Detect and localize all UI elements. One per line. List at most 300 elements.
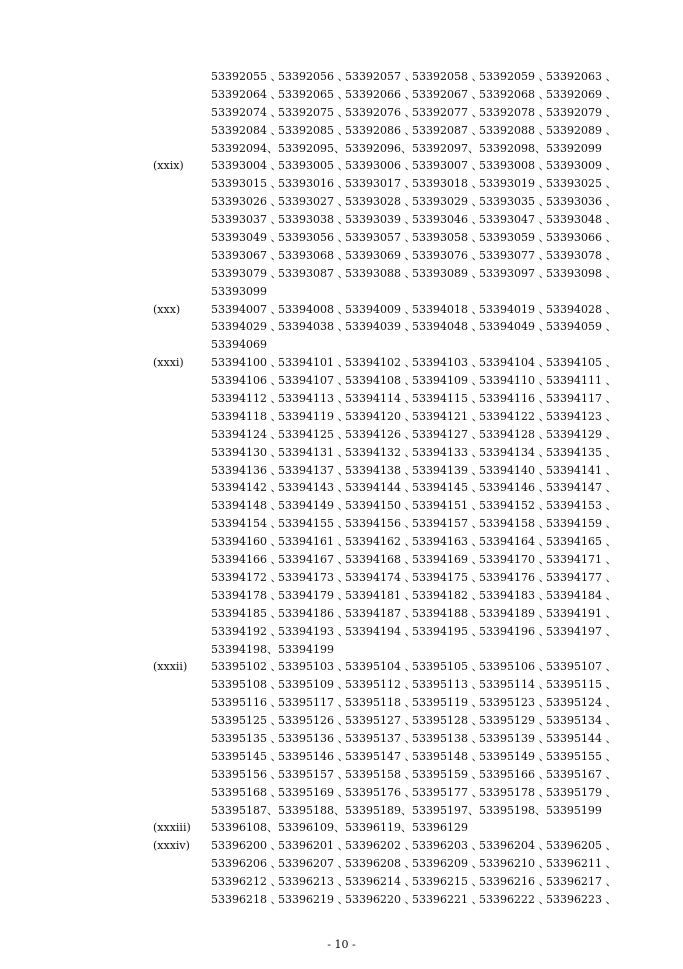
number-entry: 53395129 、 — [479, 714, 550, 728]
number-entry: 53394179 、 — [278, 588, 349, 602]
number-entry: 53393015 、 — [211, 177, 282, 191]
number-entry: 53393016 、 — [278, 177, 349, 191]
number-entry: 53395157 、 — [278, 767, 349, 781]
number-entry: 53394128 、 — [479, 427, 550, 441]
number-entry: 53394195 、 — [412, 624, 483, 638]
list-line — [0, 408, 683, 426]
list-line — [0, 301, 683, 319]
list-line — [0, 712, 683, 730]
list-line — [0, 140, 683, 158]
number-entry: 53394059 、 — [546, 320, 617, 334]
number-entry: 53395147 、 — [345, 749, 416, 763]
number-entry: 53396202 、 — [345, 839, 416, 853]
number-entry: 53394177 、 — [546, 570, 617, 584]
number-entry: 53394039 、 — [345, 320, 416, 334]
number-entry: 53396209 、 — [412, 857, 483, 871]
number-entry: 53394134 、 — [479, 445, 550, 459]
number-entry: 53392087 、 — [412, 123, 483, 137]
number-entry: 53394157 、 — [412, 517, 483, 531]
number-entry: 53394162 、 — [345, 535, 416, 549]
number-entry: 53393009 、 — [546, 159, 617, 173]
number-entry: 53394143 、 — [278, 481, 349, 495]
number-entry: 53396218 、 — [211, 892, 282, 906]
number-entry: 53392067 、 — [412, 87, 483, 101]
list-line — [0, 479, 683, 497]
number-entry: 53395177 、 — [412, 785, 483, 799]
number-entry: 53394168 、 — [345, 553, 416, 567]
number-entry: 53394141 、 — [546, 463, 617, 477]
list-line — [0, 444, 683, 462]
number-entry: 53393027 、 — [278, 195, 349, 209]
number-entry: 53396206 、 — [211, 857, 282, 871]
number-entry: 53394140 、 — [479, 463, 550, 477]
number-entry: 53396220 、 — [345, 892, 416, 906]
number-entry: 53395139 、 — [479, 731, 550, 745]
number-entry: 53392084 、 — [211, 123, 282, 137]
list-line — [0, 390, 683, 408]
list-line — [0, 104, 683, 122]
number-entry: 53394123 、 — [546, 409, 617, 423]
number-entry: 53395144 、 — [546, 731, 617, 745]
number-entry: 53395124 、 — [546, 696, 617, 710]
number-entry: 53393078 、 — [546, 248, 617, 262]
number-entry: 53394160 、 — [211, 535, 282, 549]
number-entry: 53394139 、 — [412, 463, 483, 477]
number-entry: 53392089 、 — [546, 123, 617, 137]
number-entry: 53395168 、 — [211, 785, 282, 799]
number-entry: 53394154 、 — [211, 517, 282, 531]
list-line — [0, 283, 683, 301]
number-entry: 53393067 、 — [211, 248, 282, 262]
number-entry: 53392088 、 — [479, 123, 550, 137]
number-entry: 53395116 、 — [211, 696, 282, 710]
number-entry: 53396212 、 — [211, 875, 282, 889]
number-entry: 53393017 、 — [345, 177, 416, 191]
number-entry: 53395156 、 — [211, 767, 282, 781]
number-entry: 53395119 、 — [412, 696, 483, 710]
number-entry: 53396201 、 — [278, 839, 349, 853]
number-entry: 53393005 、 — [278, 159, 349, 173]
number-entry: 53393046 、 — [412, 213, 483, 227]
number-entry: 53395127 、 — [345, 714, 416, 728]
list-line — [0, 157, 683, 175]
number-entry: 53394155 、 — [278, 517, 349, 531]
list-line — [0, 336, 683, 354]
number-entry: 53393048 、 — [546, 213, 617, 227]
list-line — [0, 372, 683, 390]
list-line — [0, 247, 683, 265]
number-entry: 53392076 、 — [345, 105, 416, 119]
number-entry: 53396221 、 — [412, 892, 483, 906]
number-entry: 53394187 、 — [345, 606, 416, 620]
number-entry: 53395149 、 — [479, 749, 550, 763]
number-entry: 53395105 、 — [412, 660, 483, 674]
number-entry: 53392086 、 — [345, 123, 416, 137]
list-line — [0, 676, 683, 694]
document-body — [0, 68, 683, 909]
number-entry: 53395112 、 — [345, 678, 416, 692]
number-entry: 53395148 、 — [412, 749, 483, 763]
number-entry: 53395106 、 — [479, 660, 550, 674]
number-entry: 53394161 、 — [278, 535, 349, 549]
list-line — [0, 265, 683, 283]
number-entry: 53394137 、 — [278, 463, 349, 477]
number-entry: 53394186 、 — [278, 606, 349, 620]
number-entry: 53393087 、 — [278, 266, 349, 280]
number-entry: 53394178 、 — [211, 588, 282, 602]
number-entry: 53393069 、 — [345, 248, 416, 262]
number-entry: 53394116 、 — [479, 392, 550, 406]
number-entry: 53394145 、 — [412, 481, 483, 495]
number-entry: 53394149 、 — [278, 499, 349, 513]
number-entry: 53393066 、 — [546, 231, 617, 245]
number-entry: 53396215 、 — [412, 875, 483, 889]
number-entry: 53394144 、 — [345, 481, 416, 495]
number-entry: 53393077 、 — [479, 248, 550, 262]
number-entry: 53394163 、 — [412, 535, 483, 549]
list-line — [0, 229, 683, 247]
number-entry: 53394007 、 — [211, 302, 282, 316]
number-entry: 53394153 、 — [546, 499, 617, 513]
number-entry: 53394174 、 — [345, 570, 416, 584]
number-entry: 53396214 、 — [345, 875, 416, 889]
number-entry: 53394118 、 — [211, 409, 282, 423]
number-entry: 53393008 、 — [479, 159, 550, 173]
number-entry: 53394175 、 — [412, 570, 483, 584]
list-line — [0, 515, 683, 533]
section-label: (xxxii) — [153, 660, 188, 674]
number-entry: 53396223 、 — [546, 892, 617, 906]
number-entry: 53394129 、 — [546, 427, 617, 441]
number-entry: 53395176 、 — [345, 785, 416, 799]
list-line — [0, 318, 683, 336]
number-entry: 53394181 、 — [345, 588, 416, 602]
number-entry: 53394136 、 — [211, 463, 282, 477]
number-entry: 53393036 、 — [546, 195, 617, 209]
number-entry: 53395109 、 — [278, 678, 349, 692]
number-entry: 53394194 、 — [345, 624, 416, 638]
number-entry: 53395159 、 — [412, 767, 483, 781]
number-entry: 53394176 、 — [479, 570, 550, 584]
number-entry: 53393098 、 — [546, 266, 617, 280]
number-entry: 53394197 、 — [546, 624, 617, 638]
number-entry: 53394119 、 — [278, 409, 349, 423]
number-entry: 53392058 、 — [412, 70, 483, 83]
number-entry: 53394159 、 — [546, 517, 617, 531]
list-line — [0, 819, 683, 837]
number-entry: 53395167 、 — [546, 767, 617, 781]
number-entry: 53394120 、 — [345, 409, 416, 423]
number-entry: 53395136 、 — [278, 731, 349, 745]
number-entry: 53394104 、 — [479, 356, 550, 370]
number-entry: 53395179 、 — [546, 785, 617, 799]
number-entry: 53392078 、 — [479, 105, 550, 119]
list-line — [0, 86, 683, 104]
list-line — [0, 855, 683, 873]
number-entry: 53394102 、 — [345, 356, 416, 370]
number-entry: 53393068 、 — [278, 248, 349, 262]
number-entry: 53393057 、 — [345, 231, 416, 245]
number-entry: 53394171 、 — [546, 553, 617, 567]
number-entry: 53396216 、 — [479, 875, 550, 889]
number-entry: 53394114 、 — [345, 392, 416, 406]
list-line — [0, 802, 683, 820]
list-line — [0, 569, 683, 587]
number-entry: 53394115 、 — [412, 392, 483, 406]
number-entry: 53394166 、 — [211, 553, 282, 567]
number-entry: 53395103 、 — [278, 660, 349, 674]
number-entry: 53394191 、 — [546, 606, 617, 620]
number-entry: 53394008 、 — [278, 302, 349, 316]
number-entry: 53395135 、 — [211, 731, 282, 745]
number-entry: 53392077 、 — [412, 105, 483, 119]
number-entry: 53392068 、 — [479, 87, 550, 101]
number-entry: 53394101 、 — [278, 356, 349, 370]
number-entry: 53396211 、 — [546, 857, 617, 871]
number-entry: 53395113 、 — [412, 678, 483, 692]
number-entry: 53394038 、 — [278, 320, 349, 334]
list-line — [0, 891, 683, 909]
number-entry: 53395166 、 — [479, 767, 550, 781]
number-entry: 53393047 、 — [479, 213, 550, 227]
number-entry: 53392057 、 — [345, 70, 416, 83]
list-line — [0, 694, 683, 712]
number-entry: 53395146 、 — [278, 749, 349, 763]
number-entry: 53394135 、 — [546, 445, 617, 459]
number-entry: 53394112 、 — [211, 392, 282, 406]
number-entry: 53392065 、 — [278, 87, 349, 101]
list-line — [0, 497, 683, 515]
number-entry: 53394103 、 — [412, 356, 483, 370]
number-entry: 53396222 、 — [479, 892, 550, 906]
number-entry: 53394148 、 — [211, 499, 282, 513]
number-run: 53396108、53396109、53396119、53396129 — [211, 821, 468, 835]
number-entry: 53393076 、 — [412, 248, 483, 262]
number-entry: 53393058 、 — [412, 231, 483, 245]
number-entry: 53396217 、 — [546, 875, 617, 889]
number-entry: 53394105 、 — [546, 356, 617, 370]
number-entry: 53393019 、 — [479, 177, 550, 191]
number-entry: 53393037 、 — [211, 213, 282, 227]
number-run: 53394069 — [211, 338, 267, 352]
list-line — [0, 766, 683, 784]
number-entry: 53393035 、 — [479, 195, 550, 209]
list-line — [0, 873, 683, 891]
number-entry: 53394100 、 — [211, 356, 282, 370]
number-entry: 53394108 、 — [345, 374, 416, 388]
list-line — [0, 211, 683, 229]
number-entry: 53393089 、 — [412, 266, 483, 280]
number-entry: 53394182 、 — [412, 588, 483, 602]
number-entry: 53394127 、 — [412, 427, 483, 441]
number-entry: 53393007 、 — [412, 159, 483, 173]
number-run: 53395187、53395188、53395189、53395197、53395198、53395199 — [211, 803, 602, 817]
number-entry: 53395117 、 — [278, 696, 349, 710]
number-entry: 53394028 、 — [546, 302, 617, 316]
number-run: 53392094、53392095、53392096、53392097、53392098、53392099 — [211, 141, 602, 155]
number-entry: 53394165 、 — [546, 535, 617, 549]
number-entry: 53394109 、 — [412, 374, 483, 388]
number-entry: 53395108 、 — [211, 678, 282, 692]
number-entry: 53393025 、 — [546, 177, 617, 191]
number-entry: 53394146 、 — [479, 481, 550, 495]
number-entry: 53393088 、 — [345, 266, 416, 280]
number-entry: 53396219 、 — [278, 892, 349, 906]
number-run: 53394198、53394199 — [211, 642, 334, 656]
number-entry: 53394126 、 — [345, 427, 416, 441]
number-entry: 53393038 、 — [278, 213, 349, 227]
page-number: - 10 - — [327, 938, 356, 951]
list-line — [0, 748, 683, 766]
number-entry: 53394173 、 — [278, 570, 349, 584]
number-entry: 53396210 、 — [479, 857, 550, 871]
number-entry: 53394111 、 — [546, 374, 617, 388]
number-entry: 53394169 、 — [412, 553, 483, 567]
number-entry: 53394113 、 — [278, 392, 349, 406]
number-entry: 53394147 、 — [546, 481, 617, 495]
number-entry: 53395169 、 — [278, 785, 349, 799]
number-entry: 53394009 、 — [345, 302, 416, 316]
number-entry: 53394196 、 — [479, 624, 550, 638]
number-entry: 53393028 、 — [345, 195, 416, 209]
section-label: (xxx) — [153, 302, 181, 316]
list-line — [0, 730, 683, 748]
number-entry: 53394192 、 — [211, 624, 282, 638]
list-line — [0, 551, 683, 569]
number-entry: 53396203 、 — [412, 839, 483, 853]
section-label: (xxxi) — [153, 356, 184, 370]
number-entry: 53395125 、 — [211, 714, 282, 728]
list-line — [0, 837, 683, 855]
number-entry: 53394132 、 — [345, 445, 416, 459]
number-entry: 53396200 、 — [211, 839, 282, 853]
list-line — [0, 784, 683, 802]
list-line — [0, 354, 683, 372]
number-entry: 53392059 、 — [479, 70, 550, 83]
number-run: 53393099 — [211, 284, 267, 298]
number-entry: 53394188 、 — [412, 606, 483, 620]
number-entry: 53395104 、 — [345, 660, 416, 674]
number-entry: 53394156 、 — [345, 517, 416, 531]
number-entry: 53394172 、 — [211, 570, 282, 584]
number-entry: 53395138 、 — [412, 731, 483, 745]
number-entry: 53394152 、 — [479, 499, 550, 513]
number-entry: 53393018 、 — [412, 177, 483, 191]
number-entry: 53395155 、 — [546, 749, 617, 763]
number-entry: 53394170 、 — [479, 553, 550, 567]
number-entry: 53392055 、 — [211, 70, 282, 83]
number-entry: 53396208 、 — [345, 857, 416, 871]
number-entry: 53393059 、 — [479, 231, 550, 245]
number-entry: 53394122 、 — [479, 409, 550, 423]
list-line — [0, 533, 683, 551]
number-entry: 53395158 、 — [345, 767, 416, 781]
number-entry: 53396213 、 — [278, 875, 349, 889]
number-entry: 53392085 、 — [278, 123, 349, 137]
number-entry: 53393029 、 — [412, 195, 483, 209]
number-entry: 53394106 、 — [211, 374, 282, 388]
number-entry: 53395118 、 — [345, 696, 416, 710]
number-entry: 53394142 、 — [211, 481, 282, 495]
number-entry: 53394125 、 — [278, 427, 349, 441]
number-entry: 53394193 、 — [278, 624, 349, 638]
list-line — [0, 68, 683, 86]
number-entry: 53396207 、 — [278, 857, 349, 871]
number-entry: 53395107 、 — [546, 660, 617, 674]
number-entry: 53394150 、 — [345, 499, 416, 513]
number-entry: 53392064 、 — [211, 87, 282, 101]
number-entry: 53393079 、 — [211, 266, 282, 280]
number-entry: 53392074 、 — [211, 105, 282, 119]
number-entry: 53394019 、 — [479, 302, 550, 316]
number-entry: 53394167 、 — [278, 553, 349, 567]
number-entry: 53394184 、 — [546, 588, 617, 602]
number-entry: 53394048 、 — [412, 320, 483, 334]
number-entry: 53394183 、 — [479, 588, 550, 602]
number-entry: 53393026 、 — [211, 195, 282, 209]
number-entry: 53394107 、 — [278, 374, 349, 388]
number-entry: 53395128 、 — [412, 714, 483, 728]
number-entry: 53392079 、 — [546, 105, 617, 119]
list-line — [0, 605, 683, 623]
number-entry: 53394121 、 — [412, 409, 483, 423]
number-entry: 53394185 、 — [211, 606, 282, 620]
number-entry: 53394158 、 — [479, 517, 550, 531]
list-line — [0, 175, 683, 193]
number-entry: 53394117 、 — [546, 392, 617, 406]
number-entry: 53394130 、 — [211, 445, 282, 459]
number-entry: 53395178 、 — [479, 785, 550, 799]
number-entry: 53395123 、 — [479, 696, 550, 710]
number-entry: 53396205 、 — [546, 839, 617, 853]
number-entry: 53395145 、 — [211, 749, 282, 763]
number-entry: 53393004 、 — [211, 159, 282, 173]
number-entry: 53392063 、 — [546, 70, 617, 83]
list-line — [0, 623, 683, 641]
list-line — [0, 587, 683, 605]
number-entry: 53395137 、 — [345, 731, 416, 745]
number-entry: 53395134 、 — [546, 714, 617, 728]
number-entry: 53394133 、 — [412, 445, 483, 459]
number-entry: 53394164 、 — [479, 535, 550, 549]
list-line — [0, 658, 683, 676]
list-line — [0, 641, 683, 659]
number-entry: 53394151 、 — [412, 499, 483, 513]
list-line — [0, 122, 683, 140]
list-line — [0, 426, 683, 444]
list-line — [0, 193, 683, 211]
number-entry: 53395114 、 — [479, 678, 550, 692]
number-entry: 53394018 、 — [412, 302, 483, 316]
section-label: (xxxiv) — [153, 839, 190, 853]
number-entry: 53392075 、 — [278, 105, 349, 119]
number-entry: 53394138 、 — [345, 463, 416, 477]
number-entry: 53392069 、 — [546, 87, 617, 101]
number-entry: 53393097 、 — [479, 266, 550, 280]
number-entry: 53395102 、 — [211, 660, 282, 674]
number-entry: 53393006 、 — [345, 159, 416, 173]
number-entry: 53394029 、 — [211, 320, 282, 334]
number-entry: 53392066 、 — [345, 87, 416, 101]
number-entry: 53393056 、 — [278, 231, 349, 245]
number-entry: 53395115 、 — [546, 678, 617, 692]
section-label: (xxix) — [153, 159, 184, 173]
number-entry: 53394131 、 — [278, 445, 349, 459]
number-entry: 53394110 、 — [479, 374, 550, 388]
section-label: (xxxiii) — [153, 821, 191, 835]
number-entry: 53394049 、 — [479, 320, 550, 334]
number-entry: 53394189 、 — [479, 606, 550, 620]
